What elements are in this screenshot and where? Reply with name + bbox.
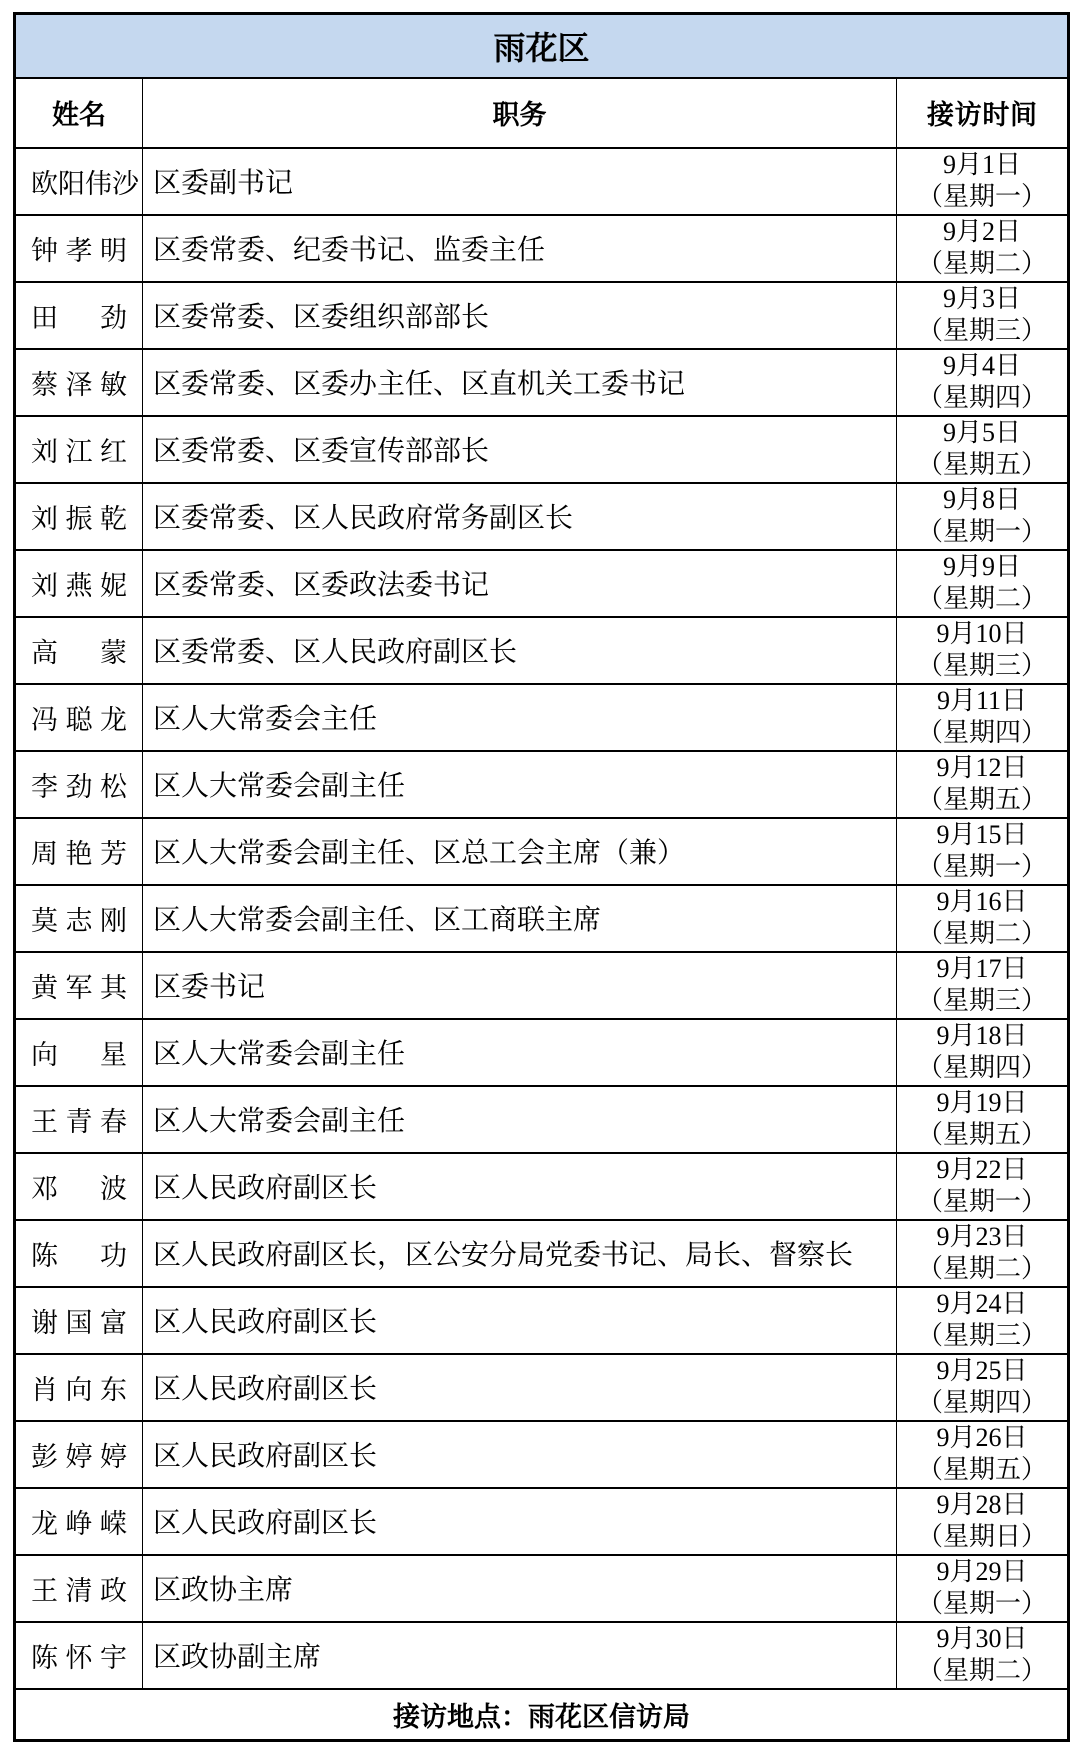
official-name: 钟孝明 [15,215,143,282]
visit-date-cell [897,282,1069,349]
visit-date: 9月23日 [936,1222,1028,1251]
table-row [15,684,1069,751]
visit-weekday: （星期三） [916,1321,1047,1350]
table-row [15,550,1069,617]
visit-weekday: （星期二） [916,919,1047,948]
official-position: 区委副书记 [143,148,897,215]
table-row [15,483,1069,550]
visit-weekday: （星期四） [916,1053,1047,1082]
table-row [15,1019,1069,1086]
official-name: 莫志刚 [15,885,143,952]
visit-date: 9月10日 [936,619,1028,648]
visit-date: 9月5日 [942,418,1021,447]
visit-date-cell [897,349,1069,416]
official-name: 周艳芳 [15,818,143,885]
visit-date-cell [897,952,1069,1019]
visit-date: 9月24日 [936,1289,1028,1318]
table-row [15,148,1069,215]
table-row [15,416,1069,483]
visit-date: 9月28日 [936,1490,1028,1519]
official-name: 龙峥嵘 [15,1488,143,1555]
visit-date: 9月9日 [942,552,1021,581]
visit-weekday: （星期三） [916,651,1047,680]
official-name: 谢国富 [15,1287,143,1354]
official-position: 区人民政府副区长 [143,1421,897,1488]
official-name: 李劲松 [15,751,143,818]
table-row [15,751,1069,818]
table-row [15,1622,1069,1689]
official-name: 肖向东 [15,1354,143,1421]
visit-date-cell [897,1622,1069,1689]
visit-weekday: （星期三） [916,316,1047,345]
visit-date-cell [897,1019,1069,1086]
official-position: 区委常委、区人民政府常务副区长 [143,483,897,550]
column-header-name: 姓名 [15,78,143,148]
table-row [15,1153,1069,1220]
official-position: 区人大常委会副主任 [143,1086,897,1153]
table-row [15,1488,1069,1555]
visit-date: 9月8日 [942,485,1021,514]
visit-date: 9月11日 [936,686,1028,715]
official-name: 刘燕妮 [15,550,143,617]
reception-location: 接访地点：雨花区信访局 [15,1689,1069,1741]
official-position: 区政协副主席 [143,1622,897,1689]
visit-date-cell [897,483,1069,550]
official-position: 区人大常委会副主任、区总工会主席（兼） [143,818,897,885]
visit-date: 9月2日 [942,217,1021,246]
visit-weekday: （星期四） [916,718,1047,747]
visit-date-cell [897,684,1069,751]
visit-date: 9月3日 [942,284,1021,313]
visit-weekday: （星期四） [916,383,1047,412]
visit-weekday: （星期二） [916,249,1047,278]
official-name: 刘振乾 [15,483,143,550]
official-position: 区人民政府副区长 [143,1354,897,1421]
visit-date: 9月17日 [936,954,1028,983]
visit-weekday: （星期五） [916,450,1047,479]
visit-date: 9月30日 [936,1624,1028,1653]
table-row [15,885,1069,952]
visit-weekday: （星期五） [916,785,1047,814]
visit-date: 9月18日 [936,1021,1028,1050]
table-row [15,1421,1069,1488]
reception-schedule-table [13,12,1070,1742]
header-row [15,78,1069,148]
official-position: 区人民政府副区长，区公安分局党委书记、局长、督察长 [143,1220,897,1287]
official-position: 区委书记 [143,952,897,1019]
official-name: 王清政 [15,1555,143,1622]
visit-date-cell [897,751,1069,818]
visit-date: 9月4日 [942,351,1021,380]
visit-date-cell [897,1153,1069,1220]
visit-date-cell [897,885,1069,952]
official-position: 区人大常委会主任 [143,684,897,751]
visit-date-cell [897,818,1069,885]
official-name: 冯聪龙 [15,684,143,751]
visit-date: 9月25日 [936,1356,1028,1385]
table-row [15,1287,1069,1354]
official-name: 陈怀宇 [15,1622,143,1689]
footer-row [15,1689,1069,1741]
official-position: 区人民政府副区长 [143,1153,897,1220]
official-position: 区人大常委会副主任、区工商联主席 [143,885,897,952]
official-position: 区委常委、区人民政府副区长 [143,617,897,684]
table-row [15,818,1069,885]
visit-date-cell [897,416,1069,483]
official-position: 区人民政府副区长 [143,1488,897,1555]
visit-weekday: （星期二） [916,584,1047,613]
official-position: 区政协主席 [143,1555,897,1622]
visit-date-cell [897,1287,1069,1354]
visit-weekday: （星期五） [916,1120,1047,1149]
visit-date-cell [897,550,1069,617]
table-row [15,349,1069,416]
table-row [15,952,1069,1019]
visit-date-cell [897,1555,1069,1622]
official-position: 区委常委、区委办主任、区直机关工委书记 [143,349,897,416]
visit-date-cell [897,1086,1069,1153]
official-name: 黄军其 [15,952,143,1019]
visit-date: 9月29日 [936,1557,1028,1586]
visit-weekday: （星期五） [916,1455,1047,1484]
visit-weekday: （星期三） [916,986,1047,1015]
visit-weekday: （星期一） [916,1589,1047,1618]
official-name: 欧阳伟沙 [15,148,143,215]
visit-weekday: （星期二） [916,1656,1047,1685]
visit-date: 9月12日 [936,753,1028,782]
official-name: 刘江红 [15,416,143,483]
visit-date-cell [897,1220,1069,1287]
table-row [15,617,1069,684]
official-name: 高蒙 [15,617,143,684]
table-row [15,1354,1069,1421]
table-row [15,282,1069,349]
visit-date-cell [897,617,1069,684]
visit-date: 9月15日 [936,820,1028,849]
title-section [15,14,1069,148]
official-position: 区人大常委会副主任 [143,1019,897,1086]
table-row [15,1220,1069,1287]
visit-date-cell [897,215,1069,282]
official-position: 区委常委、区委组织部部长 [143,282,897,349]
visit-date: 9月26日 [936,1423,1028,1452]
visit-weekday: （星期日） [916,1522,1047,1551]
schedule-rows [15,148,1069,1689]
visit-weekday: （星期二） [916,1254,1047,1283]
visit-date-cell [897,148,1069,215]
official-position: 区委常委、区委宣传部部长 [143,416,897,483]
visit-weekday: （星期一） [916,1187,1047,1216]
visit-weekday: （星期一） [916,517,1047,546]
district-title: 雨花区 [15,14,1069,78]
visit-weekday: （星期四） [916,1388,1047,1417]
official-name: 陈功 [15,1220,143,1287]
table-row [15,1086,1069,1153]
visit-weekday: （星期一） [916,852,1047,881]
official-name: 向星 [15,1019,143,1086]
visit-weekday: （星期一） [916,182,1047,211]
visit-date: 9月19日 [936,1088,1028,1117]
visit-date-cell [897,1488,1069,1555]
official-name: 田劲 [15,282,143,349]
column-header-position: 职务 [143,78,897,148]
table-row [15,215,1069,282]
official-position: 区人民政府副区长 [143,1287,897,1354]
visit-date: 9月22日 [936,1155,1028,1184]
visit-date: 9月1日 [942,150,1021,179]
official-position: 区委常委、纪委书记、监委主任 [143,215,897,282]
footer-section [15,1689,1069,1741]
official-position: 区人大常委会副主任 [143,751,897,818]
visit-date: 9月16日 [936,887,1028,916]
table-row [15,1555,1069,1622]
visit-date-cell [897,1421,1069,1488]
official-name: 蔡泽敏 [15,349,143,416]
official-position: 区委常委、区委政法委书记 [143,550,897,617]
official-name: 王青春 [15,1086,143,1153]
official-name: 邓波 [15,1153,143,1220]
column-header-time: 接访时间 [897,78,1069,148]
official-name: 彭婷婷 [15,1421,143,1488]
visit-date-cell [897,1354,1069,1421]
title-row [15,14,1069,78]
